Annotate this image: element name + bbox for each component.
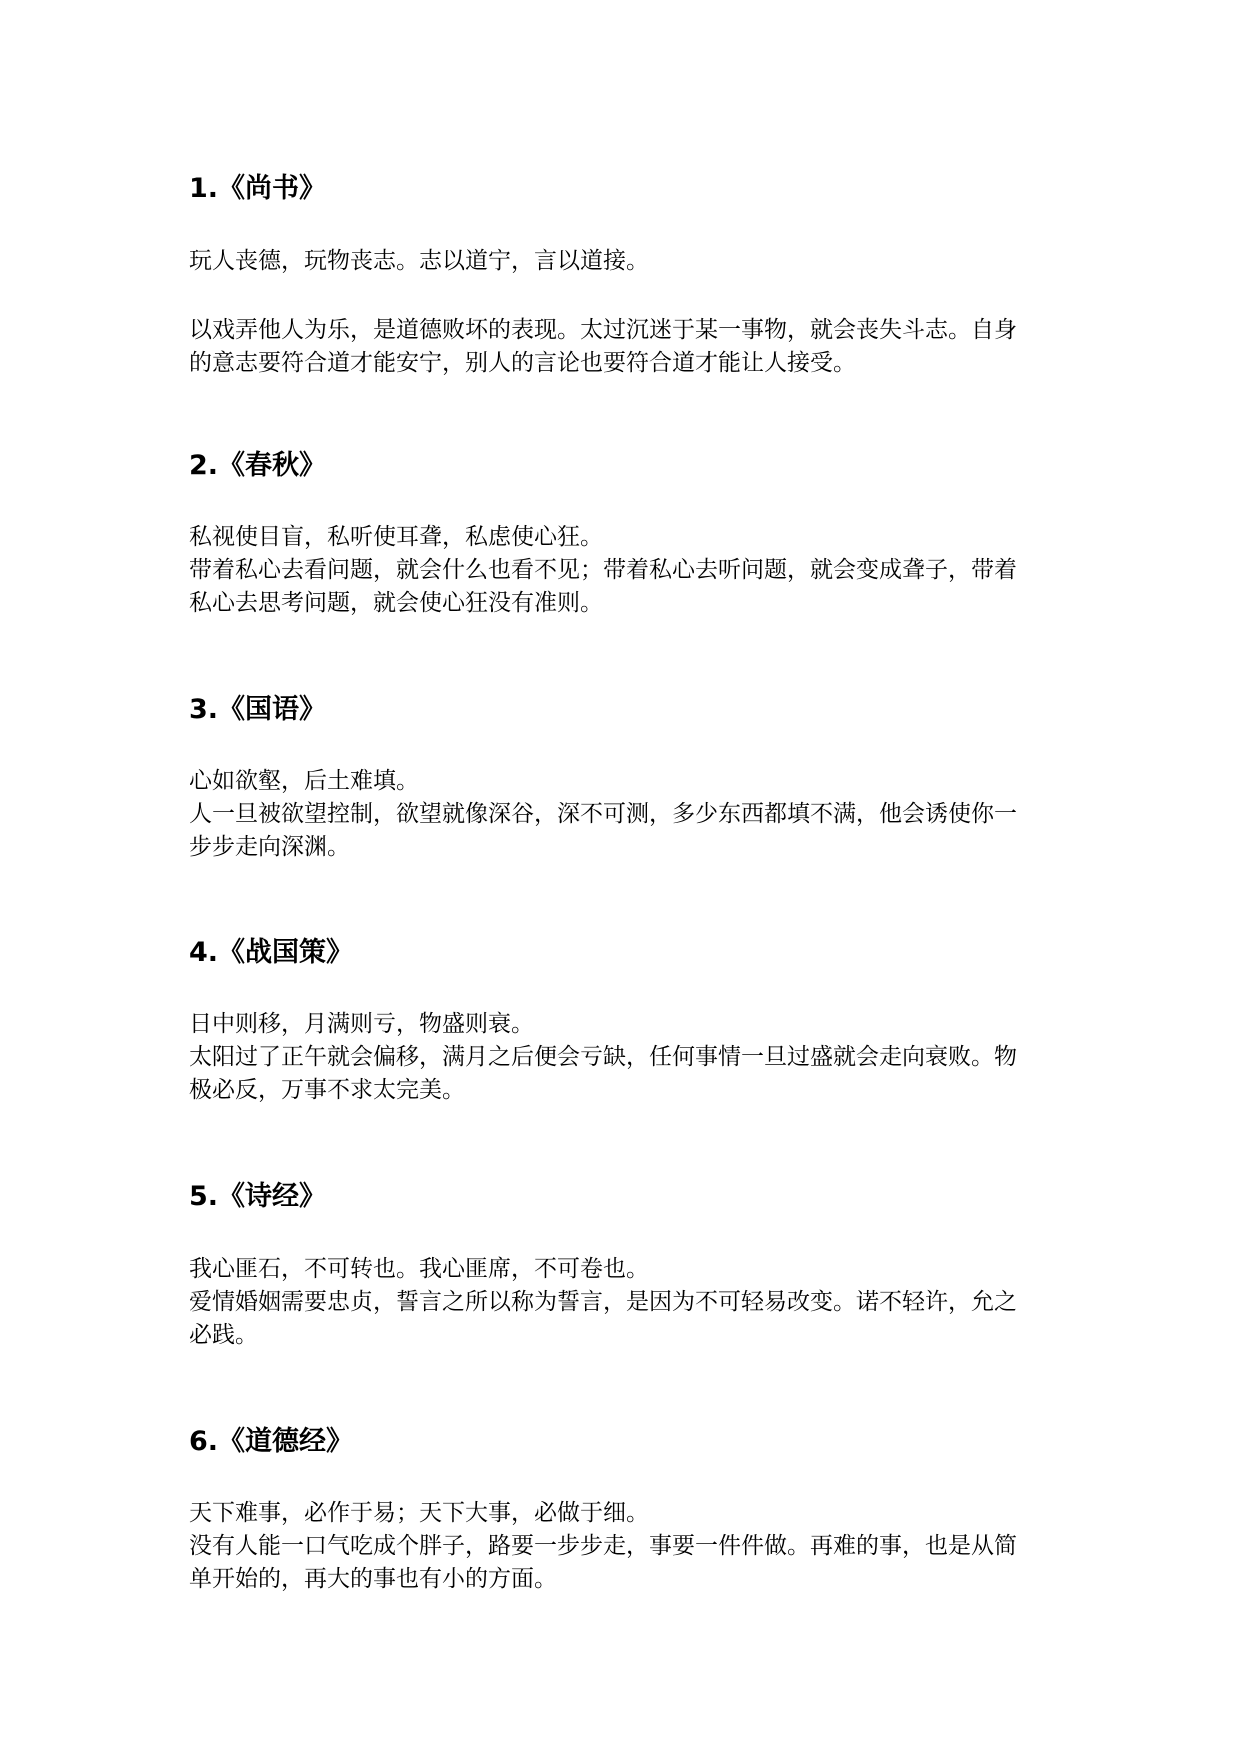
section-heading-2: 2.《春秋》 [189,450,327,481]
section-explanation-4-line-2: 极必反，万事不求太完美。 [189,1077,465,1103]
section-heading-3: 3.《国语》 [189,694,327,725]
section-heading-4: 4.《战国策》 [189,937,354,968]
section-heading-6: 6.《道德经》 [189,1426,354,1457]
section-explanation-1-line-2: 的意志要符合道才能安宁，别人的言论也要符合道才能让人接受。 [189,350,856,376]
section-quote-6: 天下难事，必作于易；天下大事，必做于细。 [189,1500,649,1526]
section-quote-5: 我心匪石，不可转也。我心匪席，不可卷也。 [189,1256,649,1282]
section-quote-1: 玩人丧德，玩物丧志。志以道宁，言以道接。 [189,248,649,274]
section-explanation-1-line-1: 以戏弄他人为乐，是道德败坏的表现。太过沉迷于某一事物，就会丧失斗志。自身 [189,317,1017,343]
section-explanation-2-line-1: 带着私心去看问题，就会什么也看不见；带着私心去听问题，就会变成聋子，带着 [189,557,1017,583]
section-explanation-4-line-1: 太阳过了正午就会偏移，满月之后便会亏缺，任何事情一旦过盛就会走向衰败。物 [189,1044,1017,1070]
section-explanation-3-line-2: 步步走向深渊。 [189,834,350,860]
section-quote-3: 心如欲壑，后土难填。 [189,768,419,794]
section-quote-2: 私视使目盲，私听使耳聋，私虑使心狂。 [189,524,603,550]
section-explanation-3-line-1: 人一旦被欲望控制，欲望就像深谷，深不可测，多少东西都填不满，他会诱使你一 [189,801,1017,827]
section-explanation-6-line-2: 单开始的，再大的事也有小的方面。 [189,1566,557,1592]
section-heading-5: 5.《诗经》 [189,1181,327,1212]
section-explanation-2-line-2: 私心去思考问题，就会使心狂没有准则。 [189,590,603,616]
section-quote-4: 日中则移，月满则亏，物盛则衰。 [189,1011,534,1037]
section-explanation-6-line-1: 没有人能一口气吃成个胖子，路要一步步走，事要一件件做。再难的事，也是从简 [189,1533,1017,1559]
section-explanation-5-line-1: 爱情婚姻需要忠贞，誓言之所以称为誓言，是因为不可轻易改变。诺不轻许，允之 [189,1289,1017,1315]
section-explanation-5-line-2: 必践。 [189,1322,258,1348]
section-heading-1: 1.《尚书》 [189,173,327,204]
